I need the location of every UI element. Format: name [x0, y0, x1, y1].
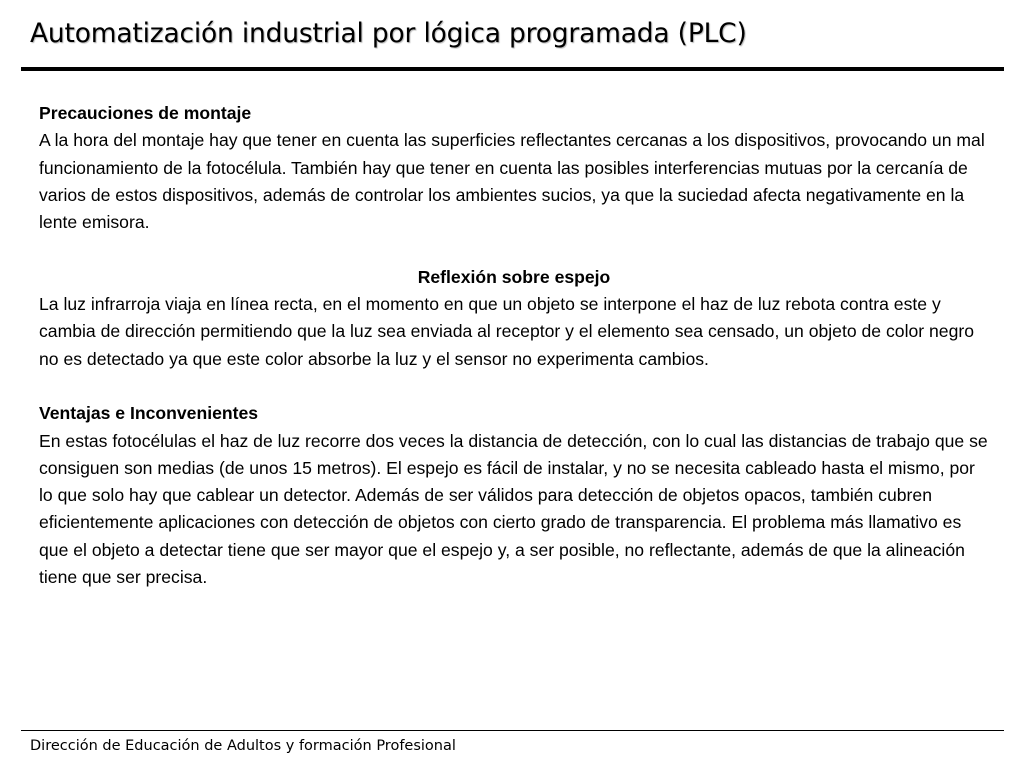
- title-divider: [21, 67, 1004, 71]
- section-body-ventajas: En estas fotocélulas el haz de luz recorre dos veces la distancia de detección, con lo cual las distancias de trabajo que se consiguen son medias (de unos 15 metros). El espejo es fácil de instalar, y no se necesita cableado hasta el mismo, por lo que solo hay que cablear un detector. Además de ser válidos para detección de objetos opacos, también cubren eficientemente aplicaciones con detección de objetos con cierto grado de transparencia. El problema más llamativo es que el objeto a detectar tiene que ser mayor que el espejo y, a ser posible, no reflectante, además de que la alineación tiene que ser precisa.: [39, 430, 988, 588]
- paragraph-spacer: [39, 236, 989, 263]
- section-heading-ventajas: Ventajas e Inconvenientes: [39, 403, 259, 424]
- slide-title: Automatización industrial por lógica programada (PLC): [30, 18, 747, 49]
- section-body-precauciones: A la hora del montaje hay que tener en cuenta las superficies reflectantes cercanas a los dispositivos, provocando un mal funcionamiento de la fotocélula. También hay que tener en cuenta las posibles interferencias mutuas por la cercanía de varios de estos dispositivos, además de controlar los ambientes sucios, ya que la suciedad afecta negativamente en la lente emisora.: [39, 130, 985, 233]
- section-heading-precauciones: Precauciones de montaje: [39, 103, 252, 123]
- section-heading-reflexion: Reflexión sobre espejo: [417, 266, 611, 287]
- footer-divider: [21, 730, 1004, 731]
- footer-text: Dirección de Educación de Adultos y formación Profesional: [30, 738, 456, 754]
- paragraph-spacer: [39, 373, 989, 400]
- slide-content: [39, 100, 989, 591]
- section-body-reflexion: La luz infrarroja viaja en línea recta, en el momento en que un objeto se interpone el haz de luz rebota contra este y cambia de dirección permitiendo que la luz sea enviada al receptor y el elemento sea censado, un objeto de color negro no es detectado ya que este color absorbe la luz y el sensor no experimenta cambios.: [39, 294, 975, 369]
